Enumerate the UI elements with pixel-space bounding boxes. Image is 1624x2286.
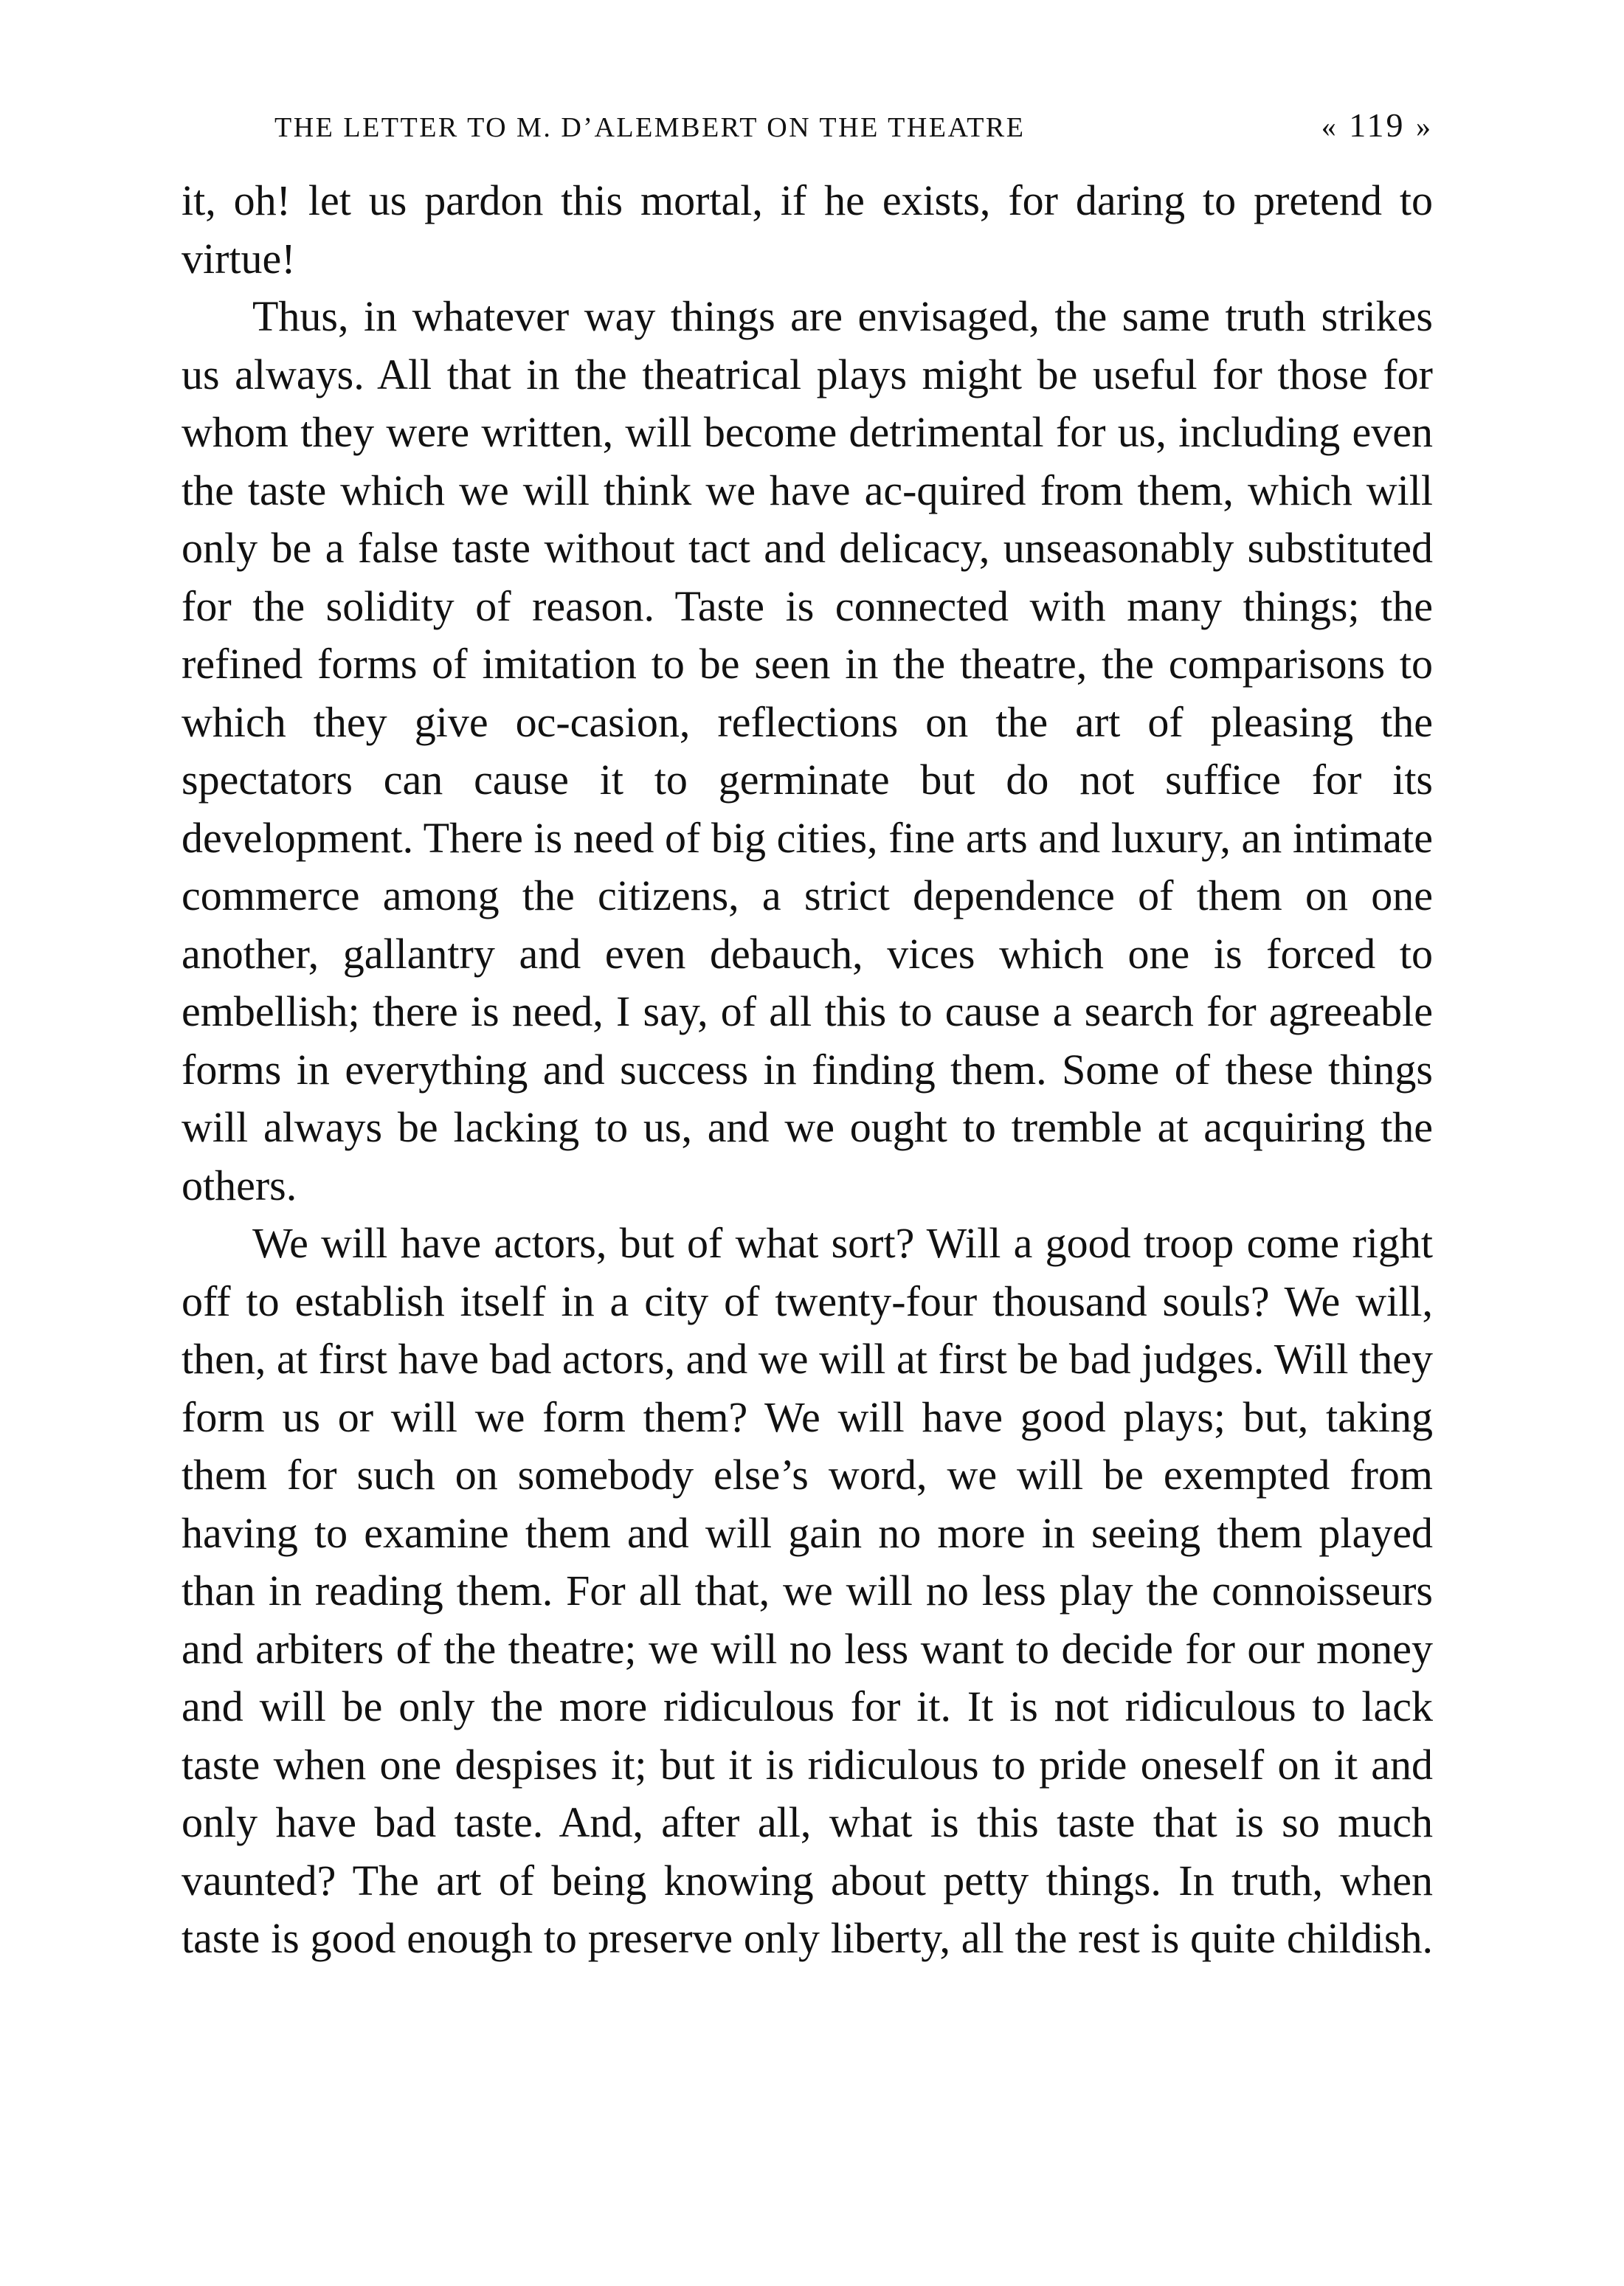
running-title: THE LETTER TO M. D’ALEMBERT ON THE THEATRE — [274, 112, 1026, 143]
paragraph-taste: Thus, in whatever way things are envisaged, the same truth strikes us always. All that in the theatrical plays might be useful for those for whom they were written, will become detrimental for us, including even the taste which we will think we have ac-quired from them, which will only be a false taste without tact and delicacy, unseasonably substituted for the solidity of reason. Taste is connected with many things; the refined forms of imitation to be seen in the theatre, the comparisons to which they give oc-casion, reflections on the art of pleasing the spectators can cause it to germinate but do not suffice for its development. There is need of big cities, fine arts and luxury, an intimate commerce among the citizens, a strict dependence of them on one another, gallantry and even debauch, vices which one is forced to embellish; there is need, I say, of all this to cause a search for agreeable forms in everything and success in finding them. Some of these things will always be lacking to us, and we ought to tremble at acquiring the others. — [182, 292, 1433, 1209]
paragraph-continuation: it, oh! let us pardon this mortal, if he exists, for daring to pretend to virtue! — [182, 176, 1433, 283]
running-head — [274, 106, 1433, 150]
paragraph-actors: We will have actors, but of what sort? Will a good troop come right off to establish itself in a city of twenty-four thousand souls? We will, then, at first have bad actors, and we will at first be bad judges. Will they form us or will we form them? We will have good plays; but, taking them for such on somebody else’s word, we will be exempted from having to examine them and will gain no more in seeing them played than in reading them. For all that, we will no less play the connoisseurs and arbiters of the theatre; we will no less want to decide for our money and will be only the more ridiculous for it. It is not ridiculous to lack taste when one despises it; but it is ridiculous to pride oneself on it and only have bad taste. And, after all, what is this taste that is so much vaunted? The art of being knowing about petty things. In truth, when taste is good enough to preserve only liberty, all the rest is quite childish. — [182, 1219, 1433, 1962]
page-number-group — [1321, 106, 1433, 145]
body-text — [182, 172, 1433, 1968]
open-guillemet: « — [1321, 110, 1338, 143]
close-guillemet: » — [1416, 110, 1433, 143]
page-number: 119 — [1349, 106, 1406, 144]
